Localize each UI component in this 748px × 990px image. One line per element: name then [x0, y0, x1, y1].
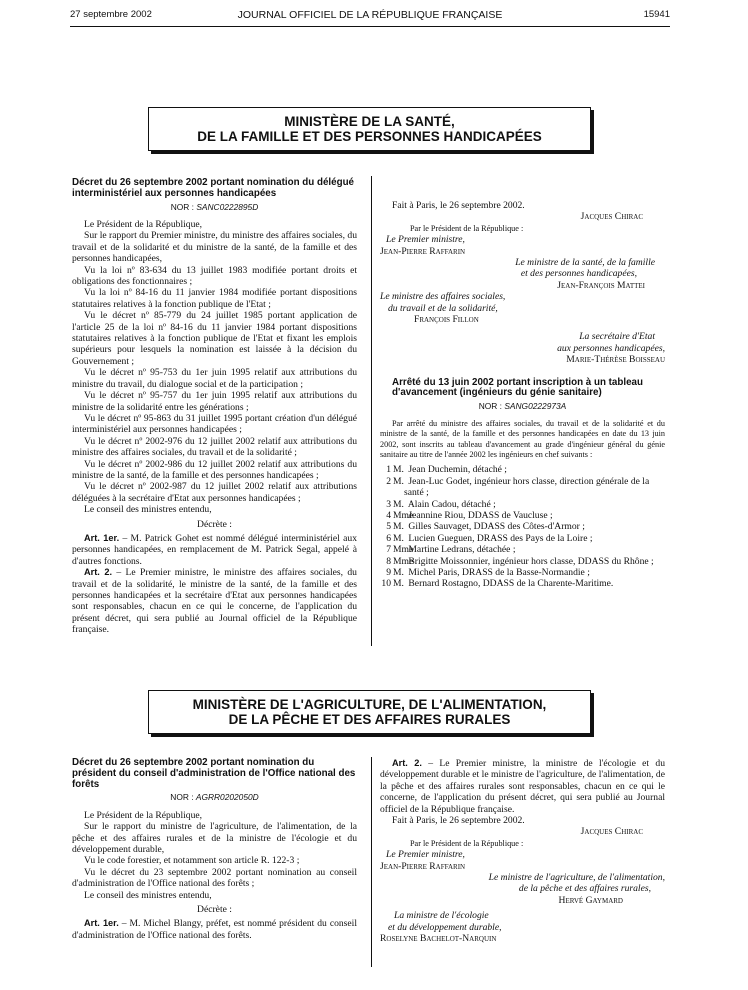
item-number: 6 [386, 532, 391, 544]
signatory-name: Roselyne Bachelot-Narquin [380, 933, 497, 945]
item-text: Alain Cadou, détaché ; [407, 498, 496, 510]
item-text: Brigitte Moissonnier, ingénieur hors classe, DDASS du Rhône ; [408, 555, 654, 567]
ministry-line-2: DE LA PÊCHE ET DES AFFAIRES RURALES [228, 712, 511, 727]
nor-code: SANC0222895D [196, 201, 259, 212]
paragraph: Le conseil des ministres entendu, [84, 889, 212, 901]
engineer-list [380, 464, 665, 589]
list-item [380, 510, 665, 521]
item-number: 2 [386, 475, 391, 487]
item-civility: M. [393, 521, 404, 533]
nor-label: NOR : [170, 201, 197, 212]
done-at: Fait à Paris, le 26 septembre 2002. [392, 815, 525, 827]
item-number: 4 [386, 509, 391, 521]
item-text: Jean-Luc Godet, ingénieur hors classe, direction générale de la santé ; [404, 475, 650, 499]
signatory-title: Le Premier ministre, [386, 234, 465, 246]
item-text: Martine Ledrans, détachée ; [408, 544, 516, 556]
signatory-title: Le ministre de l'agriculture, de l'alimentation, [488, 872, 665, 884]
signatory-name: Hervé Gaymard [558, 894, 623, 906]
decree-agriculture-left [72, 758, 357, 941]
decrete-label: Décrète : [197, 518, 232, 530]
arrete-title: Arrêté du 13 juin 2002 portant inscription à un tableau d'avancement (ingénieurs du génie sanitaire) [392, 376, 643, 399]
article-2 [380, 758, 665, 815]
signatory-title: aux personnes handicapées, [557, 342, 665, 354]
list-item [380, 556, 665, 567]
decree-health-right [380, 178, 665, 590]
paragraph: Vu le code forestier, et notamment son article R. 122-3 ; [84, 855, 300, 867]
item-civility: Mme [393, 509, 414, 521]
paragraph: Vu le décret nº 95-753 du 1er juin 1995 relatif aux attributions du ministre du travail, du dialogue social et de la participation ; [72, 367, 357, 390]
list-item [380, 499, 665, 510]
ministry-line-2: DE LA FAMILLE ET DES PERSONNES HANDICAPÉES [197, 129, 542, 144]
article-label: Art. 2. [392, 758, 422, 768]
arrete-intro: Par arrêté du ministre des affaires sociales, du travail et de la solidarité et du ministre de la santé, de la famille et des personnes handicapées en date du 13 juin 2002, sont inscrits au tableau d'avancement au grade d'ingénieur général du génie sanitaire au titre de l'année 2002 les ingénieurs en chef suivants : [380, 418, 665, 459]
article-label: Art. 1er. [84, 532, 120, 543]
signatory-name: François Fillon [414, 314, 479, 326]
item-civility: M. [393, 578, 404, 590]
list-item [380, 464, 665, 475]
header-page-number: 15941 [643, 9, 670, 20]
list-item [380, 578, 665, 589]
item-civility: M. [393, 532, 404, 544]
decree-title: Décret du 26 septembre 2002 portant nomination du délégué interministériel aux personnes handicapées [72, 177, 354, 199]
signatory-name: Jean-Pierre Raffarin [380, 860, 466, 872]
signatory-title: La secrétaire d'Etat [579, 331, 655, 343]
item-civility: M. [393, 498, 404, 510]
column-separator [371, 757, 372, 967]
article-1 [72, 533, 357, 567]
item-civility: Mme [393, 544, 414, 556]
paragraph: Vu le décret nº 2002-987 du 12 juillet 2002 relatif aux attributions déléguées à la secrétaire d'Etat aux personnes handicapées ; [72, 481, 357, 504]
item-text: Gilles Sauvaget, DDASS des Côtes-d'Armor ; [408, 521, 585, 533]
by-president: Par le Président de la République : [410, 223, 524, 233]
header-title: JOURNAL OFFICIEL DE LA RÉPUBLIQUE FRANÇAISE [237, 9, 503, 21]
item-number: 1 [386, 464, 391, 476]
item-text: Michel Paris, DRASS de la Basse-Normandie ; [408, 566, 590, 578]
header-rule [70, 26, 670, 27]
by-president: Par le Président de la République : [410, 838, 524, 848]
ministry-line-1: MINISTÈRE DE L'AGRICULTURE, DE L'ALIMENTATION, [192, 697, 547, 712]
ministry-heading-health [148, 107, 591, 151]
item-number: 9 [386, 566, 391, 578]
item-number: 10 [381, 578, 391, 590]
nor-reference [380, 401, 665, 412]
signatory-title: du travail et de la solidarité, [388, 302, 498, 314]
paragraph: Sur le rapport du ministre de l'agriculture, de l'alimentation, de la pêche et des affaires rurales et de la ministre de l'écologie et du développement durable, [72, 821, 357, 856]
ministry-line-1: MINISTÈRE DE LA SANTÉ, [284, 114, 455, 129]
item-number: 5 [386, 521, 391, 533]
ministry-heading-agriculture [148, 690, 591, 734]
paragraph: Vu le décret nº 95-757 du 1er juin 1995 relatif aux attributions du ministre de la solidarité entre les générations ; [72, 390, 357, 413]
paragraph: Le Président de la République, [84, 809, 203, 821]
signatory-title: Le ministre des affaires sociales, [380, 291, 506, 303]
item-text: Lucien Gueguen, DRASS des Pays de la Loire ; [408, 532, 593, 544]
page-header [70, 9, 670, 25]
item-civility: M. [393, 566, 404, 578]
list-item [380, 567, 665, 578]
header-date: 27 septembre 2002 [70, 9, 152, 20]
signatory-title: et des personnes handicapées, [520, 268, 637, 280]
item-text: Jeannine Riou, DDASS de Vaucluse ; [408, 509, 553, 521]
arrete-block [380, 378, 665, 590]
item-number: 8 [386, 555, 391, 567]
nor-reference [72, 792, 357, 803]
paragraph: Vu le décret nº 2002-976 du 12 juillet 2002 relatif aux attributions du ministre des affaires sociales, du travail et de la solidarité ; [72, 435, 357, 459]
item-text: Bernard Rostagno, DDASS de la Charente-Maritime. [408, 578, 614, 590]
paragraph: Vu le décret du 23 septembre 2002 portant nomination au conseil d'administration de l'Office national des forêts ; [72, 866, 357, 890]
item-number: 7 [386, 544, 391, 556]
signatory-name: Marie-Thérèse Boisseau [566, 354, 665, 366]
decree-agriculture-right [380, 758, 665, 945]
signer-name: Jacques Chirac [580, 211, 643, 223]
paragraph: Vu le décret nº 95-863 du 31 juillet 1995 portant création d'un délégué interministériel aux personnes handicapées ; [72, 412, 357, 436]
paragraph: Sur le rapport du Premier ministre, du ministre des affaires sociales, du travail et de la solidarité et du ministre de la santé, de la famille et des personnes handicapées, [72, 230, 357, 265]
decree-title: Décret du 26 septembre 2002 portant nomination du président du conseil d'administration de l'Office national des forêts [72, 757, 356, 790]
signatory-name: Jean-Pierre Raffarin [380, 245, 466, 257]
item-civility: Mme [393, 555, 414, 567]
article-label: Art. 2. [84, 567, 113, 578]
article-text: – M. Michel Blangy, préfet, est nommé président du conseil d'administration de l'Office national des forêts. [72, 918, 358, 941]
nor-code: AGRR0202050D [195, 792, 259, 803]
nor-code: SANG0222973A [504, 401, 567, 412]
list-item [380, 476, 665, 499]
done-at: Fait à Paris, le 26 septembre 2002. [392, 200, 525, 211]
signer-name: Jacques Chirac [580, 826, 643, 838]
item-number: 3 [386, 498, 391, 510]
item-civility: M. [393, 475, 404, 487]
decree-health-left [72, 178, 357, 636]
item-civility: M. [393, 464, 404, 476]
article-2 [72, 567, 357, 635]
signatory-title: Le Premier ministre, [386, 849, 465, 861]
article-text: – Le Premier ministre, la ministre de l'écologie et du développement durable et le ministre de l'agriculture, de l'alimentation, de la pêche et des affaires rurales sont responsables, chacun en ce qui le concerne, de l'application du présent décret, qui sera publié au Journal officiel de la République française. [380, 758, 665, 815]
signatory-title: et du développement durable, [388, 921, 502, 933]
column-separator [371, 176, 372, 646]
article-text: – Le Premier ministre, le ministre des affaires sociales, du travail et de la solidarité, le ministre de la santé, de la famille et des personnes handicapées et la secrétaire d'Etat aux personnes handicapées sont responsables, chacun en ce qui le concerne, de l'application du présent décret, qui sera publié au Journal officiel de la République française. [72, 567, 357, 636]
paragraph: Vu la loi nº 83-634 du 13 juillet 1983 modifiée portant droits et obligations des fonctionnaires ; [72, 264, 357, 288]
paragraph: Le conseil des ministres entendu, [84, 504, 212, 516]
paragraph: Vu le décret nº 2002-986 du 12 juillet 2002 relatif aux attributions du ministre de la santé, de la famille et des personnes handicapées ; [72, 458, 357, 481]
paragraph: Le Président de la République, [84, 219, 203, 230]
list-item [380, 544, 665, 555]
nor-label: NOR : [170, 792, 196, 803]
decrete-label: Décrète : [197, 904, 232, 916]
paragraph: Vu la loi nº 84-16 du 11 janvier 1984 modifiée portant dispositions statutaires relatives à la fonction publique de l'Etat ; [72, 287, 357, 310]
list-item [380, 533, 665, 544]
paragraph: Vu le décret nº 85-779 du 24 juillet 1985 portant application de l'article 25 de la loi nº 84-16 du 11 janvier 1984 portant dispositions statutaires relatives à la fonction publique de l'Etat et fixant les emplois supérieurs pour lesquels la nomination est laissée à la décision du Gouvernement ; [72, 310, 357, 367]
list-item [380, 521, 665, 532]
item-text: Jean Duchemin, détaché ; [408, 464, 507, 476]
signatory-name: Jean-François Mattei [557, 279, 645, 291]
article-label: Art. 1er. [84, 918, 119, 929]
article-text: – M. Patrick Gohet est nommé délégué interministériel aux personnes handicapées, en remplacement de M. Patrick Segal, appelé à d'autres fonctions. [72, 532, 357, 567]
article-1 [72, 918, 357, 941]
signatory-title: Le ministre de la santé, de la famille [515, 257, 655, 269]
nor-reference [72, 202, 357, 213]
signatory-title: La ministre de l'écologie [394, 910, 489, 922]
nor-label: NOR : [478, 401, 505, 412]
signatory-title: de la pêche et des affaires rurales, [518, 883, 651, 895]
